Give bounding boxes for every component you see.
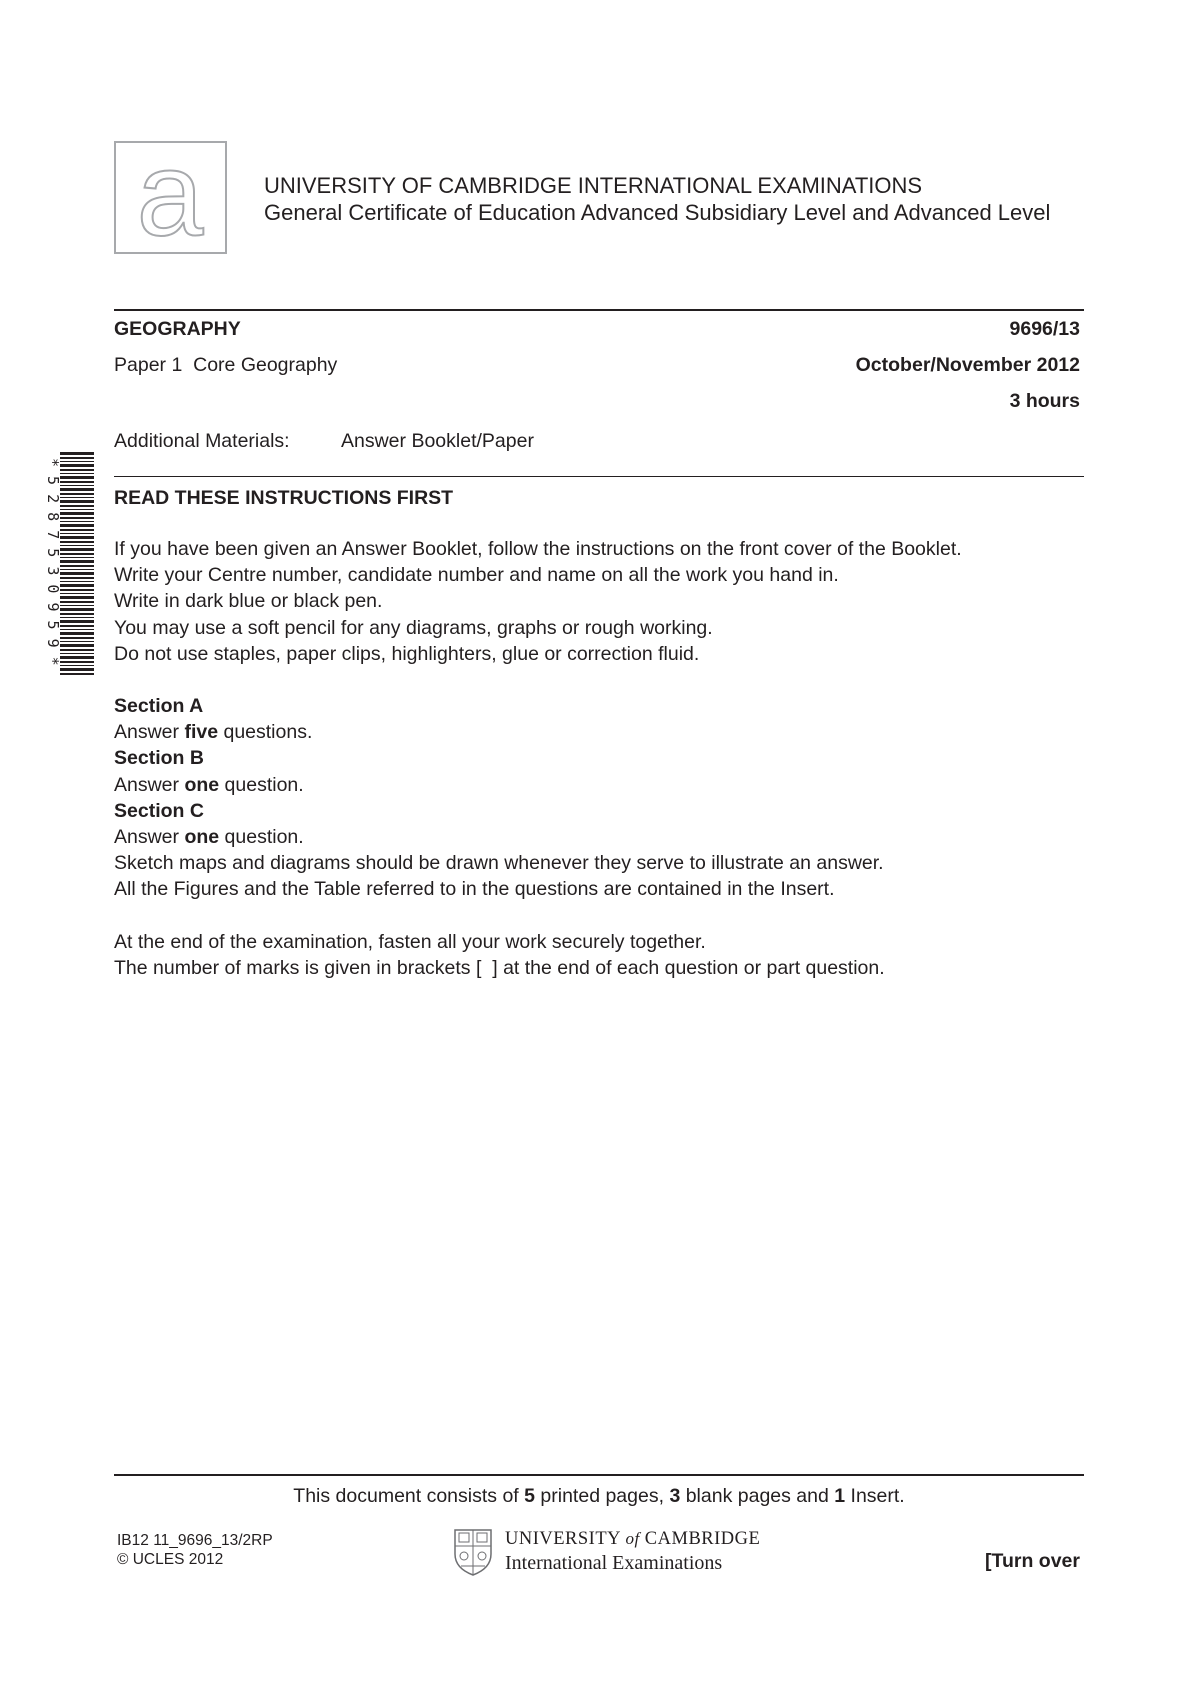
section-a-rule (114, 719, 962, 745)
section-a-title: Section A (114, 695, 204, 718)
wordmark-of: of (625, 1529, 640, 1548)
header-divider (114, 309, 1084, 311)
spacer (114, 903, 962, 929)
instruction-note: All the Figures and the Table referred to in the questions are contained in the Insert. (114, 878, 835, 901)
logo-letter-a-icon (116, 143, 225, 252)
question-count: five (184, 721, 219, 744)
section-c-title: Section C (114, 799, 204, 822)
barcode-bar (60, 500, 94, 503)
barcode-bar (60, 553, 94, 555)
instructions-heading: READ THESE INSTRUCTIONS FIRST (114, 487, 454, 509)
barcode-bar (60, 497, 94, 498)
instructions-divider (114, 476, 1084, 477)
barcode-bar (60, 536, 94, 539)
section-b-title: Section B (114, 747, 204, 770)
instruction-line: Write your Centre number, candidate number and name on all the work you hand in. (114, 564, 839, 587)
barcode-bar (60, 548, 94, 551)
blank-pages-count: 3 (669, 1485, 681, 1507)
barcode-number: * 5 2 8 7 5 3 0 9 5 9 * (44, 458, 62, 666)
spacer (114, 667, 962, 693)
section-c-rule (114, 824, 962, 850)
closing-line: The number of marks is given in brackets [ ] at the end of each question or part question. (114, 956, 885, 979)
answer-suffix: question. (219, 773, 304, 796)
instruction-line: You may use a soft pencil for any diagrams, graphs or rough working. (114, 616, 713, 639)
answer-suffix: question. (219, 826, 304, 849)
barcode-icon (38, 452, 98, 678)
cambridge-wordmark (505, 1528, 760, 1550)
barcode-bar (60, 521, 94, 522)
cambridge-crest-icon (453, 1528, 493, 1576)
barcode-bar (60, 485, 94, 486)
insert-label: Insert. (845, 1485, 905, 1507)
barcode-bar (60, 577, 94, 579)
instruction-note: Sketch maps and diagrams should be drawn whenever they serve to illustrate an answer. (114, 852, 884, 875)
answer-text: Answer (114, 826, 185, 849)
barcode-bar (60, 656, 94, 659)
barcode-bar (60, 617, 94, 618)
paper-title: Paper 1 Core Geography (114, 354, 338, 376)
barcode-bar (60, 593, 94, 594)
barcode-bar (60, 596, 94, 599)
barcode-bar (60, 533, 94, 534)
barcode-bar (60, 560, 94, 563)
printed-pages-label: printed pages, (535, 1485, 670, 1507)
document-page-count (114, 1483, 1084, 1509)
barcode-bar (60, 625, 94, 627)
barcode-bar (60, 524, 94, 527)
question-count: one (184, 773, 220, 796)
barcode-bar (60, 452, 94, 455)
barcode-bar (60, 661, 94, 663)
barcode-bar (60, 601, 94, 603)
reference-code: IB12 11_9696_13/2RP (117, 1532, 273, 1549)
blank-pages-label: blank pages and (680, 1485, 835, 1507)
exam-session: October/November 2012 (855, 354, 1080, 376)
wordmark-cambridge: CAMBRIDGE (644, 1529, 761, 1549)
barcode-bar (60, 565, 94, 567)
answer-suffix: questions. (218, 721, 313, 744)
candidate-barcode (38, 452, 98, 678)
copyright-notice: © UCLES 2012 (117, 1551, 224, 1568)
barcode-bar (60, 512, 94, 515)
barcode-bar (60, 541, 94, 543)
barcode-bar (60, 473, 94, 474)
barcode-bar (60, 629, 94, 630)
answer-text: Answer (114, 773, 185, 796)
printed-pages-count: 5 (524, 1485, 535, 1507)
wordmark-university: UNIVERSITY (505, 1529, 621, 1549)
barcode-bar (60, 637, 94, 639)
logo-letter: a (136, 143, 204, 252)
barcode-bar (60, 613, 94, 615)
barcode-bar (60, 641, 94, 642)
cambridge-wordmark-sub: International Examinations (505, 1552, 723, 1574)
barcode-bar (60, 517, 94, 519)
barcode-bar (60, 493, 94, 495)
instructions-body (114, 536, 962, 981)
barcode-bar (60, 608, 94, 611)
question-count: one (184, 826, 220, 849)
exam-duration: 3 hours (1009, 390, 1080, 412)
barcode-bar (60, 509, 94, 510)
barcode-bar (60, 481, 94, 483)
barcode-bar (60, 529, 94, 531)
barcode-bar (60, 488, 94, 491)
materials-label: Additional Materials: (114, 430, 290, 452)
subject-title: GEOGRAPHY (114, 318, 241, 340)
barcode-bar (60, 665, 94, 666)
paper-code: 9696/13 (1009, 318, 1080, 340)
qualification-level: General Certificate of Education Advanced Subsidiary Level and Advanced Level (264, 200, 1051, 225)
footer-reference (117, 1531, 273, 1569)
barcode-bars (60, 452, 94, 675)
barcode-bar (60, 673, 94, 675)
footer-divider (114, 1474, 1084, 1476)
barcode-bar (60, 653, 94, 654)
barcode-bar (60, 572, 94, 575)
barcode-bar (60, 644, 94, 647)
barcode-bar (60, 464, 94, 467)
barcode-bar (60, 649, 94, 651)
answer-text: Answer (114, 721, 185, 744)
instruction-line: Do not use staples, paper clips, highlighters, glue or correction fluid. (114, 642, 700, 665)
barcode-bar (60, 505, 94, 507)
instruction-line: If you have been given an Answer Booklet, follow the instructions on the front cover of the Booklet. (114, 538, 962, 560)
barcode-bar (60, 457, 94, 459)
barcode-bar (60, 620, 94, 623)
barcode-bar (60, 632, 94, 635)
count-prefix: This document consists of (293, 1485, 525, 1507)
barcode-bar (60, 581, 94, 582)
exam-board-name: UNIVERSITY OF CAMBRIDGE INTERNATIONAL EXAMINATIONS (264, 173, 923, 198)
barcode-bar (60, 469, 94, 471)
materials-value: Answer Booklet/Paper (341, 430, 534, 452)
barcode-bar (60, 557, 94, 558)
barcode-bar (60, 461, 94, 462)
closing-line: At the end of the examination, fasten all your work securely together. (114, 930, 706, 953)
barcode-bar (60, 584, 94, 587)
turn-over-label: [Turn over (985, 1550, 1080, 1572)
barcode-bar (60, 569, 94, 570)
barcode-bar (60, 589, 94, 591)
barcode-bar (60, 605, 94, 606)
instruction-line: Write in dark blue or black pen. (114, 590, 383, 613)
barcode-bar (60, 476, 94, 479)
barcode-bar (60, 668, 94, 671)
barcode-bar (60, 545, 94, 546)
section-b-rule (114, 772, 962, 798)
insert-count: 1 (834, 1485, 846, 1507)
cie-logo (114, 141, 227, 254)
